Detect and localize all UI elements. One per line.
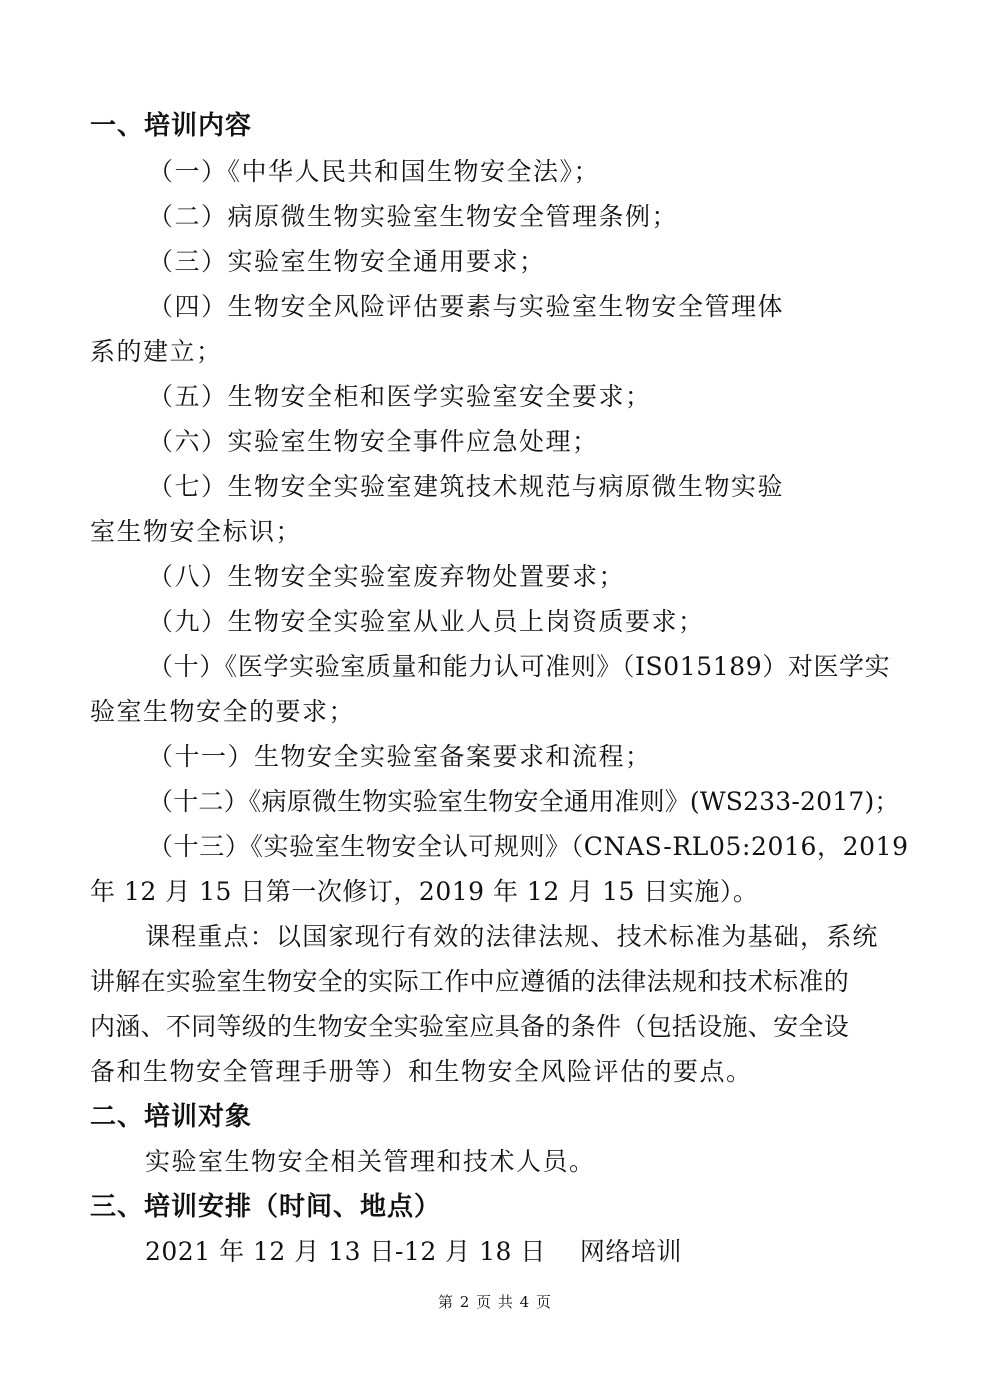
list-item-10-cont: 验室生物安全的要求； <box>90 697 356 726</box>
focus-paragraph-line-1: 课程重点：以国家现行有效的法律法规、技术标准为基础，系统 <box>145 922 879 951</box>
schedule-text: 2021 年 12 月 13 日-12 月 18 日 网络培训 <box>145 1237 682 1266</box>
list-item-6: （六）实验室生物安全事件应急处理； <box>148 427 599 456</box>
list-item-9: （九）生物安全实验室从业人员上岗资质要求； <box>148 607 705 636</box>
section-heading-schedule: 三、培训安排（时间、地点） <box>90 1192 442 1222</box>
list-item-13: （十三）《实验室生物安全认可规则》（CNAS-RL05:2016，2019 <box>148 832 909 861</box>
list-item-1: （一）《中华人民共和国生物安全法》； <box>148 157 601 186</box>
focus-paragraph-line-3: 内涵、不同等级的生物安全实验室应具备的条件（包括设施、安全设 <box>90 1012 850 1041</box>
list-item-7: （七）生物安全实验室建筑技术规范与病原微生物实验 <box>148 472 785 501</box>
list-item-11: （十一）生物安全实验室备案要求和流程； <box>148 742 652 771</box>
list-item-10: （十）《医学实验室质量和能力认可准则》（IS015189）对医学实 <box>148 652 891 681</box>
audience-text: 实验室生物安全相关管理和技术人员。 <box>145 1147 596 1176</box>
list-item-3: （三）实验室生物安全通用要求； <box>148 247 546 276</box>
page-number-footer: 第 2 页 共 4 页 <box>438 1293 552 1311</box>
focus-paragraph-line-2: 讲解在实验室生物安全的实际工作中应遵循的法律法规和技术标准的 <box>90 967 850 996</box>
list-item-13-cont: 年 12 月 15 日第一次修订，2019 年 12 月 15 日实施）。 <box>90 877 759 906</box>
list-item-4-cont: 系的建立； <box>90 337 223 366</box>
list-item-4: （四）生物安全风险评估要素与实验室生物安全管理体 <box>148 292 785 321</box>
focus-paragraph-line-4: 备和生物安全管理手册等）和生物安全风险评估的要点。 <box>90 1057 753 1086</box>
list-item-12: （十二）《病原微生物实验室生物安全通用准则》(WS233-2017)； <box>148 787 900 816</box>
section-heading-audience: 二、培训对象 <box>90 1102 253 1132</box>
list-item-8: （八）生物安全实验室废弃物处置要求； <box>148 562 626 591</box>
section-heading-content: 一、培训内容 <box>90 111 253 141</box>
list-item-2: （二）病原微生物实验室生物安全管理条例； <box>148 202 679 231</box>
list-item-5: （五）生物安全柜和医学实验室安全要求； <box>148 382 652 411</box>
list-item-7-cont: 室生物安全标识； <box>90 517 303 546</box>
